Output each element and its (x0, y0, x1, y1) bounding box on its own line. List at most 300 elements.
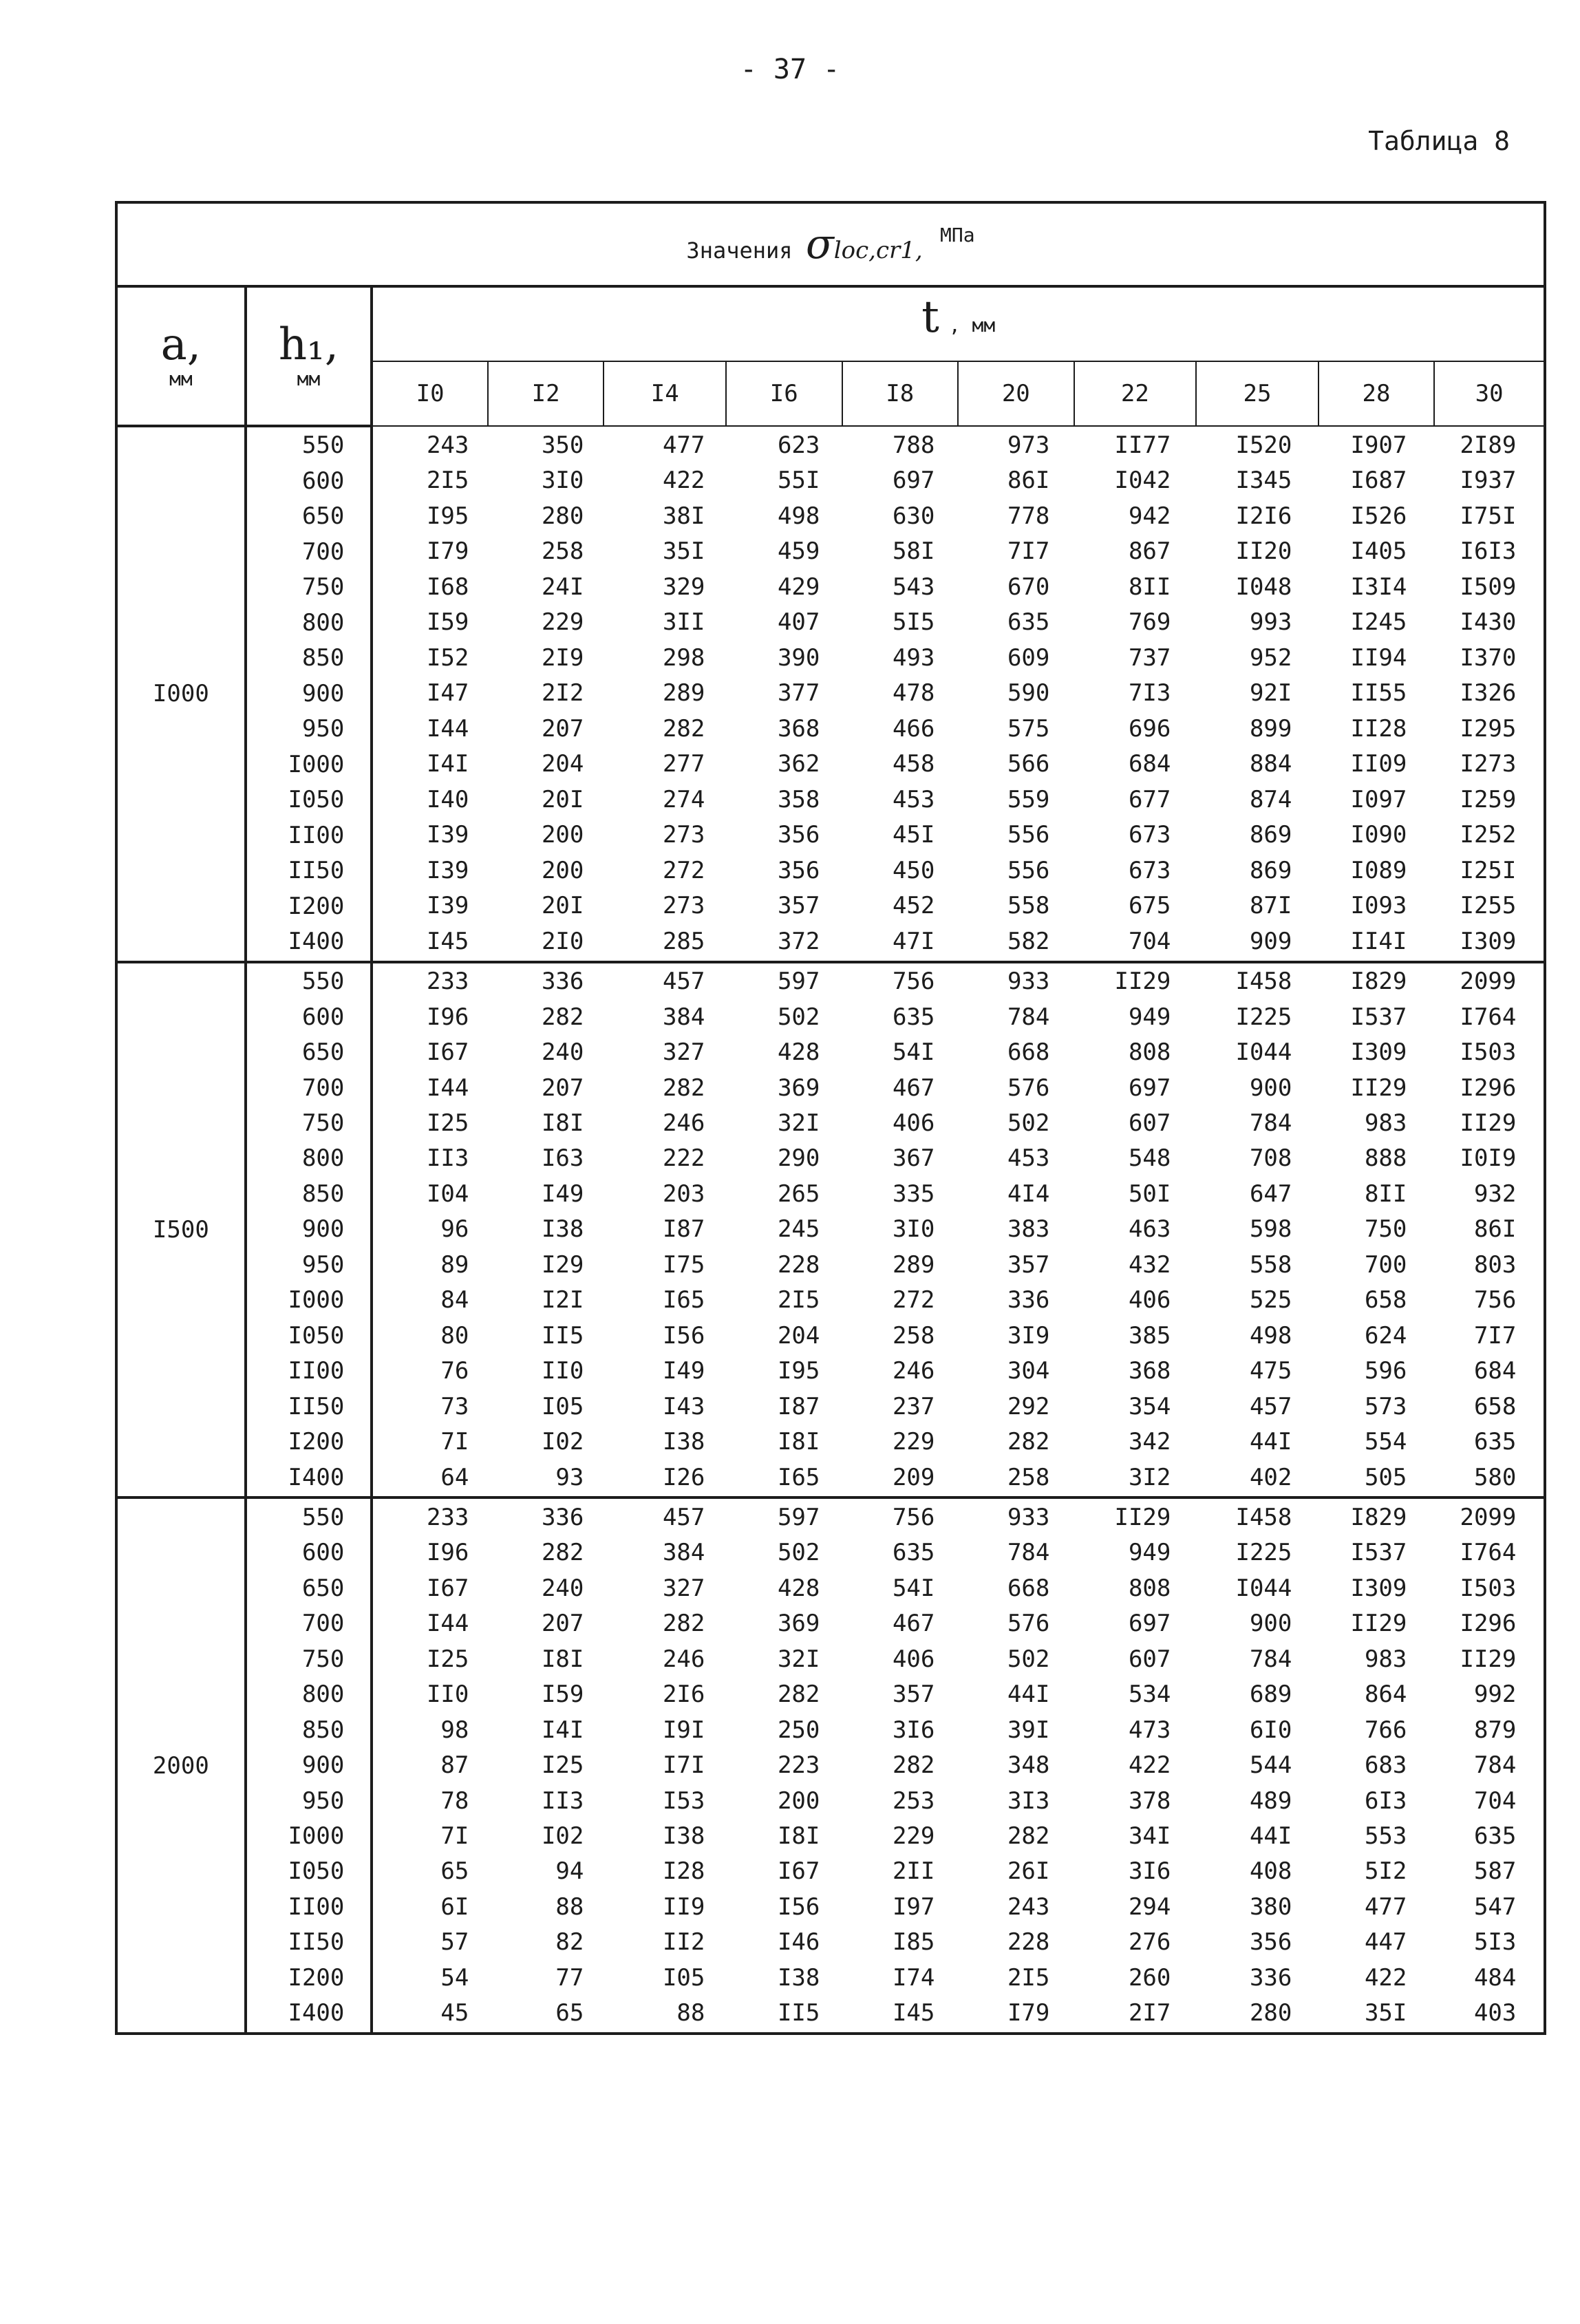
table-cell: 65 (555, 1999, 584, 2027)
h-value: I200 (288, 1963, 345, 1992)
table-cell: 467 (892, 1074, 935, 1102)
table-cell: II9 (662, 1893, 705, 1921)
table-cell: 377 (777, 679, 820, 707)
table-cell: 243 (1007, 1893, 1050, 1921)
h-value: 600 (301, 1003, 345, 1031)
table-cell: 35I (662, 537, 705, 566)
table-cell: I093 (1350, 892, 1407, 920)
table-cell: I25 (541, 1751, 584, 1780)
table-cell: 587 (1473, 1857, 1517, 1886)
data-block (116, 426, 1545, 962)
h-value: 950 (301, 715, 345, 743)
table-cell: 282 (892, 1751, 935, 1780)
table-cell: 6I3 (1364, 1787, 1407, 1815)
table-cell: II3 (426, 1144, 469, 1173)
table-cell: 607 (1128, 1645, 1171, 1673)
h-value: I050 (288, 786, 345, 814)
table-cell: 200 (777, 1787, 820, 1815)
table-cell: 342 (1128, 1428, 1171, 1456)
t-value-header: I8 (842, 361, 959, 426)
table-cell: I96 (426, 1539, 469, 1567)
table-cell: 228 (777, 1250, 820, 1279)
table-cell: 635 (1473, 1428, 1517, 1456)
h-column-header (246, 286, 372, 426)
table-cell: 457 (1249, 1392, 1292, 1420)
table-cell: 556 (1007, 821, 1050, 849)
table-cell: I764 (1460, 1539, 1517, 1567)
table-cell: 556 (1007, 856, 1050, 884)
h-value: I000 (288, 1286, 345, 1314)
t-value-header: I4 (604, 361, 726, 426)
table-cell: 2I5 (777, 1286, 820, 1314)
table-cell: 457 (662, 968, 705, 996)
table-cell: 384 (662, 1003, 705, 1031)
table-cell: II4I (1350, 927, 1407, 955)
table-cell: I29 (541, 1250, 584, 1279)
h-values (246, 1497, 372, 2034)
table-cell: 403 (1473, 1999, 1517, 2027)
table-cell: 369 (777, 1610, 820, 1638)
table-cell: 677 (1128, 785, 1171, 813)
table-cell: I52 (426, 643, 469, 672)
table-cell: I45 (426, 927, 469, 955)
value-column (603, 963, 724, 1497)
table-cell: 207 (541, 714, 584, 743)
value-column (1311, 963, 1426, 1497)
table-cell: 559 (1007, 785, 1050, 813)
table-cell: 933 (1007, 1503, 1050, 1531)
table-cell: 428 (777, 1038, 820, 1067)
table-cell: 265 (777, 1180, 820, 1208)
table-cell: 596 (1364, 1357, 1407, 1385)
table-cell: 203 (662, 1180, 705, 1208)
table-cell: 356 (777, 821, 820, 849)
table-cell: 668 (1007, 1038, 1050, 1067)
table-cell: 5I2 (1364, 1857, 1407, 1886)
table-cell: 874 (1249, 785, 1292, 813)
table-cell: 20I (541, 892, 584, 920)
table-cell: 77 (555, 1963, 584, 1992)
table-cell: 580 (1473, 1463, 1517, 1491)
table-cell: 276 (1128, 1928, 1171, 1957)
table-cell: 406 (892, 1645, 935, 1673)
table-cell: I46 (777, 1928, 820, 1957)
table-cell: 7I3 (1128, 679, 1171, 707)
h-symbol: h₁, (278, 319, 339, 370)
table-cell: I907 (1350, 431, 1407, 459)
table-cell: II77 (1114, 431, 1171, 459)
table-cell: I526 (1350, 502, 1407, 530)
value-column (1426, 427, 1535, 961)
table-cell: 250 (777, 1716, 820, 1744)
table-cell: 44I (1249, 1428, 1292, 1456)
table-cell: 258 (1007, 1463, 1050, 1491)
table-cell: I458 (1235, 1503, 1292, 1531)
table-cell: 223 (777, 1751, 820, 1780)
table-cell: 942 (1128, 502, 1171, 530)
h-value: I400 (288, 1463, 345, 1491)
table-cell: I25 (426, 1109, 469, 1137)
table-cell: 204 (541, 750, 584, 778)
table-cell: 98 (440, 1716, 469, 1744)
table-cell: 684 (1128, 750, 1171, 778)
table-cell: 900 (1249, 1610, 1292, 1638)
table-cell: I39 (426, 821, 469, 849)
table-cell: 428 (777, 1574, 820, 1602)
h-value: 950 (301, 1250, 345, 1279)
table-cell: II29 (1350, 1074, 1407, 1102)
table-cell: II29 (1460, 1645, 1517, 1673)
table-cell: I764 (1460, 1003, 1517, 1031)
table-cell: 82 (555, 1928, 584, 1957)
value-column (1069, 427, 1190, 961)
table-cell: 2II (892, 1857, 935, 1886)
table-cell: 756 (1473, 1286, 1517, 1314)
table-cell: 356 (1249, 1928, 1292, 1957)
table-cell: 282 (662, 1074, 705, 1102)
table-cell: 222 (662, 1144, 705, 1173)
table-cell: 784 (1473, 1751, 1517, 1780)
table-cell: I2I (541, 1286, 584, 1314)
h-value: 550 (301, 431, 345, 460)
table-cell: 357 (892, 1681, 935, 1709)
table-cell: I345 (1235, 467, 1292, 495)
a-symbol: a, (160, 319, 202, 370)
table-cell: I96 (426, 1003, 469, 1031)
table-cell: 737 (1128, 643, 1171, 672)
table-cell: 350 (541, 431, 584, 459)
table-cell: 630 (892, 502, 935, 530)
table-cell: 84 (440, 1286, 469, 1314)
table-cell: 477 (1364, 1893, 1407, 1921)
table-cell: 4I4 (1007, 1180, 1050, 1208)
table-cell: I090 (1350, 821, 1407, 849)
h-value: 700 (301, 1074, 345, 1102)
table-cell: 784 (1249, 1645, 1292, 1673)
value-column (603, 427, 724, 961)
table-cell: 473 (1128, 1716, 1171, 1744)
table-cell: 327 (662, 1038, 705, 1067)
table-cell: 899 (1249, 714, 1292, 743)
value-column (1190, 963, 1311, 1497)
table-cell: 372 (777, 927, 820, 955)
table-cell: I829 (1350, 1503, 1407, 1531)
table-cell: 204 (777, 1321, 820, 1350)
a-value: 2000 (116, 1497, 246, 2034)
table-cell: 89 (440, 1250, 469, 1279)
table-cell: I95 (426, 502, 469, 530)
value-column (839, 427, 954, 961)
table-cell: 2I89 (1460, 431, 1517, 459)
table-cell: I296 (1460, 1610, 1517, 1638)
h-unit: мм (297, 367, 321, 390)
table-cell: 209 (892, 1463, 935, 1491)
table-cell: 94 (555, 1857, 584, 1886)
h-value: I000 (288, 1822, 345, 1850)
table-cell: 432 (1128, 1250, 1171, 1279)
t-group-header (372, 286, 1545, 361)
table-cell: 949 (1128, 1539, 1171, 1567)
table-cell: 554 (1364, 1428, 1407, 1456)
table-cell: I097 (1350, 785, 1407, 813)
h-value: I200 (288, 1428, 345, 1456)
table-cell: 463 (1128, 1215, 1171, 1244)
table-cell: 335 (892, 1180, 935, 1208)
h-values (246, 426, 372, 962)
table-cell: 949 (1128, 1003, 1171, 1031)
table-cell: 502 (777, 1003, 820, 1031)
table-cell: I87 (662, 1215, 705, 1244)
table-cell: 597 (777, 1503, 820, 1531)
table-cell: 766 (1364, 1716, 1407, 1744)
h-value: 900 (301, 679, 345, 707)
table-cell: 502 (1007, 1645, 1050, 1673)
table-cell: II29 (1350, 1610, 1407, 1638)
table-cell: 635 (892, 1003, 935, 1031)
table-cell: 245 (777, 1215, 820, 1244)
table-cell: 673 (1128, 821, 1171, 849)
table-cell: 756 (892, 968, 935, 996)
h-value: 650 (301, 502, 345, 531)
table-title-row (116, 202, 1545, 286)
table-cell: 390 (777, 643, 820, 672)
table-cell: 8II (1364, 1180, 1407, 1208)
table-cell: II29 (1460, 1109, 1517, 1137)
table-cell: I3I4 (1350, 573, 1407, 601)
table-cell: 673 (1128, 856, 1171, 884)
h-value: I400 (288, 1999, 345, 2027)
table-cell: 498 (1249, 1321, 1292, 1350)
table-cell: II3 (541, 1787, 584, 1815)
table-cell: I405 (1350, 537, 1407, 566)
table-cell: 362 (777, 750, 820, 778)
values-area (372, 426, 1545, 962)
t-value-header: I0 (372, 361, 488, 426)
table-cell: 54I (892, 1574, 935, 1602)
t-value-header: 22 (1074, 361, 1197, 426)
value-column (373, 1499, 488, 2032)
table-cell: II09 (1350, 750, 1407, 778)
table-cell: 3I3 (1007, 1787, 1050, 1815)
table-cell: 932 (1473, 1180, 1517, 1208)
table-cell: I225 (1235, 1539, 1292, 1567)
table-cell: I4I (541, 1716, 584, 1744)
table-cell: I26 (662, 1463, 705, 1491)
value-column (373, 427, 488, 961)
table-cell: 240 (541, 1574, 584, 1602)
table-cell: 47I (892, 927, 935, 955)
table-cell: I38 (541, 1215, 584, 1244)
table-cell: 609 (1007, 643, 1050, 672)
table-cell: 544 (1249, 1751, 1292, 1780)
table-cell: 282 (1007, 1428, 1050, 1456)
table-cell: II20 (1235, 537, 1292, 566)
h-value: 800 (301, 1144, 345, 1173)
table-cell: 304 (1007, 1357, 1050, 1385)
table-cell: 292 (1007, 1392, 1050, 1420)
table-cell: II55 (1350, 679, 1407, 707)
table-cell: 407 (777, 608, 820, 637)
page-number: - 37 - (740, 54, 840, 85)
table-cell: 228 (1007, 1928, 1050, 1957)
table-cell: I56 (662, 1321, 705, 1350)
table-cell: 750 (1364, 1215, 1407, 1244)
table-cell: 383 (1007, 1215, 1050, 1244)
table-cell: I8I (541, 1109, 584, 1137)
table-cell: I38 (662, 1822, 705, 1850)
table-cell: 879 (1473, 1716, 1517, 1744)
title-prefix: Значения (686, 237, 793, 264)
t-value-header: 20 (958, 361, 1074, 426)
table-cell: 32I (777, 1645, 820, 1673)
h-value: 850 (301, 1180, 345, 1208)
table-label: Таблица 8 (1368, 126, 1510, 156)
table-cell: 358 (777, 785, 820, 813)
table-cell: I255 (1460, 892, 1517, 920)
h-value: 550 (301, 968, 345, 996)
table-cell: I048 (1235, 573, 1292, 601)
table-cell: I537 (1350, 1539, 1407, 1567)
h-value: 900 (301, 1215, 345, 1244)
table-cell: I45 (892, 1999, 935, 2027)
table-cell: 478 (892, 679, 935, 707)
a-value: I000 (116, 426, 246, 962)
table-cell: 336 (541, 1503, 584, 1531)
table-cell: I8I (541, 1645, 584, 1673)
table-cell: 285 (662, 927, 705, 955)
t-symbol: t (921, 292, 939, 343)
h-value: 750 (301, 1645, 345, 1673)
table-cell: 246 (662, 1109, 705, 1137)
h-value: 800 (301, 608, 345, 637)
table-cell: 457 (662, 1503, 705, 1531)
table-cell: II29 (1114, 968, 1171, 996)
table-cell: 505 (1364, 1463, 1407, 1491)
table-cell: 233 (426, 968, 469, 996)
table-cell: 336 (1249, 1963, 1292, 1992)
t-value-header: I6 (726, 361, 842, 426)
table-cell: 93 (555, 1463, 584, 1491)
table-cell: 484 (1473, 1963, 1517, 1992)
value-column (488, 1499, 603, 2032)
table-cell: 3II (662, 608, 705, 637)
h-value: 850 (301, 1716, 345, 1744)
table-cell: I53 (662, 1787, 705, 1815)
table-cell: I937 (1460, 467, 1517, 495)
table-cell: I829 (1350, 968, 1407, 996)
h-value: 650 (301, 1574, 345, 1602)
table-cell: I296 (1460, 1074, 1517, 1102)
table-cell: I8I (777, 1822, 820, 1850)
table-cell: I28 (662, 1857, 705, 1886)
table-cell: 869 (1249, 821, 1292, 849)
table-cell: I95 (777, 1357, 820, 1385)
table-cell: 708 (1249, 1144, 1292, 1173)
table-cell: I38 (662, 1428, 705, 1456)
table-cell: II5 (777, 1999, 820, 2027)
table-cell: 697 (1128, 1074, 1171, 1102)
table-cell: 20I (541, 785, 584, 813)
h-value: 750 (301, 573, 345, 601)
table-cell: 327 (662, 1574, 705, 1602)
table-cell: 80 (440, 1321, 469, 1350)
table-cell: I44 (426, 1610, 469, 1638)
table-cell: 73 (440, 1392, 469, 1420)
table-cell: 933 (1007, 968, 1050, 996)
table-cell: I503 (1460, 1038, 1517, 1067)
h-value: I000 (288, 750, 345, 778)
table-cell: I25 (426, 1645, 469, 1673)
data-block (116, 962, 1545, 1498)
table-cell: 590 (1007, 679, 1050, 707)
table-cell: 598 (1249, 1215, 1292, 1244)
table-cell: 466 (892, 714, 935, 743)
table-cell: 44I (1007, 1681, 1050, 1709)
a-unit: мм (169, 367, 193, 390)
table-cell: II0 (426, 1681, 469, 1709)
table-cell: 2I9 (541, 643, 584, 672)
table-cell: 408 (1249, 1857, 1292, 1886)
table-cell: 384 (662, 1539, 705, 1567)
h-value: 550 (301, 1503, 345, 1531)
table-cell: 547 (1473, 1893, 1517, 1921)
table-cell: I503 (1460, 1574, 1517, 1602)
table-cell: II2 (662, 1928, 705, 1957)
table-cell: 368 (777, 714, 820, 743)
table-cell: 992 (1473, 1681, 1517, 1709)
table-cell: 867 (1128, 537, 1171, 566)
table-cell: 2099 (1460, 968, 1517, 996)
table-cell: I6I3 (1460, 537, 1517, 566)
table-cell: 87 (440, 1751, 469, 1780)
table-cell: I9I (662, 1716, 705, 1744)
table-cell: 280 (1249, 1999, 1292, 2027)
table-cell: 294 (1128, 1893, 1171, 1921)
table-cell: 983 (1364, 1645, 1407, 1673)
table-cell: 45 (440, 1999, 469, 2027)
value-column (488, 427, 603, 961)
table-cell: 543 (892, 573, 935, 601)
table-cell: 78 (440, 1787, 469, 1815)
table-cell: I687 (1350, 467, 1407, 495)
table-cell: 229 (541, 608, 584, 637)
table-cell: I56 (777, 1893, 820, 1921)
h-value: 650 (301, 1038, 345, 1067)
table-cell: I65 (777, 1463, 820, 1491)
stress-table (115, 201, 1546, 2035)
table-cell: 2099 (1460, 1503, 1517, 1531)
table-cell: I02 (541, 1822, 584, 1850)
value-column (1426, 1499, 1535, 2032)
table-cell: 993 (1249, 608, 1292, 637)
table-cell: 684 (1473, 1357, 1517, 1385)
table-cell: 64 (440, 1463, 469, 1491)
table-cell: 553 (1364, 1822, 1407, 1850)
table-cell: 808 (1128, 1574, 1171, 1602)
table-cell: 3I2 (1128, 1463, 1171, 1491)
table-cell: 65 (440, 1857, 469, 1886)
table-cell: I8I (777, 1428, 820, 1456)
table-cell: II94 (1350, 643, 1407, 672)
value-column (954, 963, 1069, 1497)
table-cell: I39 (426, 892, 469, 920)
table-cell: 566 (1007, 750, 1050, 778)
h-value: 600 (301, 467, 345, 495)
table-cell: 607 (1128, 1109, 1171, 1137)
table-cell: I044 (1235, 1574, 1292, 1602)
h-value: 600 (301, 1539, 345, 1567)
table-cell: 273 (662, 821, 705, 849)
